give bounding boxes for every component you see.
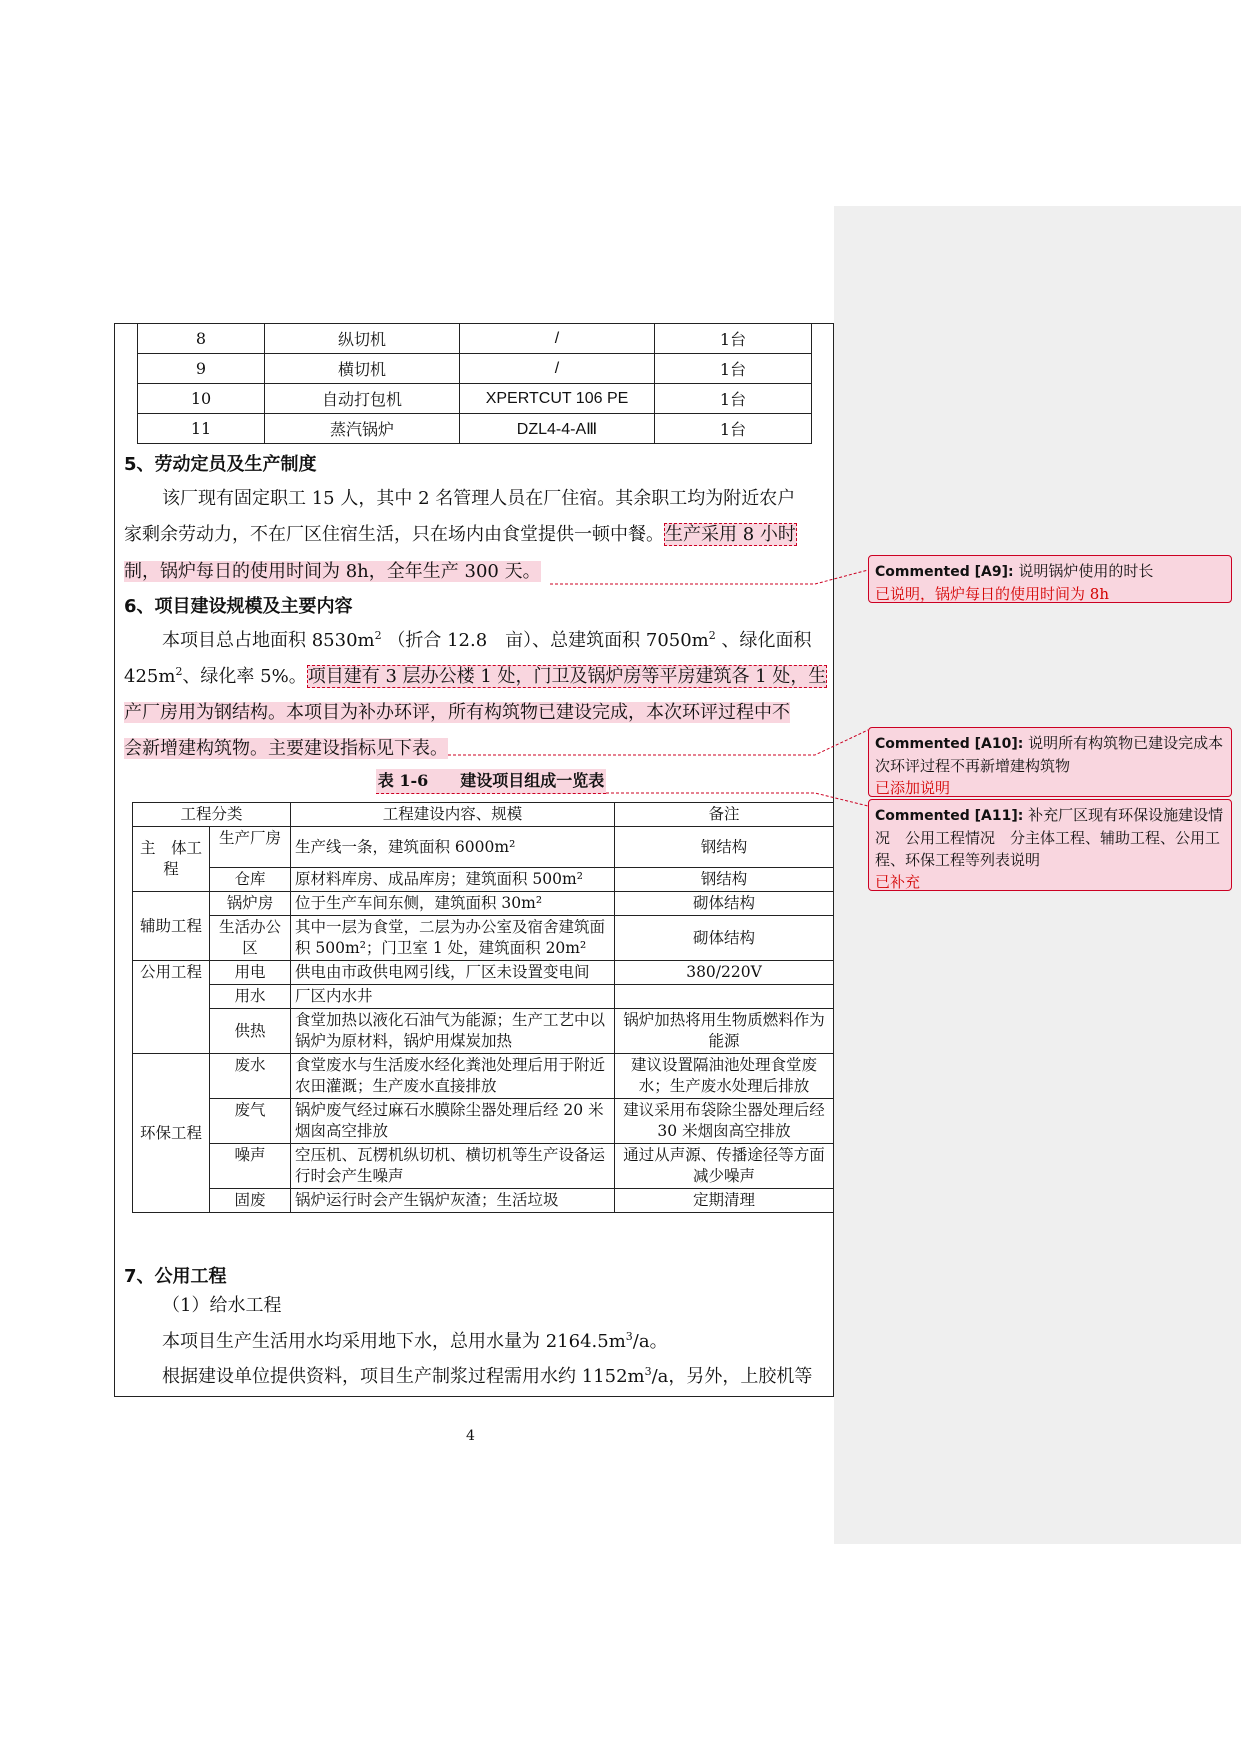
equipment-name: 横切机	[265, 354, 460, 384]
row-content: 食堂废水与生活废水经化粪池处理后用于附近农田灌溉；生产废水直接排放	[291, 1054, 615, 1099]
equipment-no: 9	[138, 354, 265, 384]
equipment-no: 8	[138, 324, 265, 354]
section7-sub1: （1）给水工程	[162, 1295, 282, 1316]
comment-a9[interactable]	[868, 555, 1232, 603]
row-note: 通过从声源、传播途径等方面减少噪声	[615, 1144, 834, 1189]
group-public: 公用工程	[133, 961, 210, 1054]
equipment-qty: 1台	[655, 414, 812, 444]
group-env: 环保工程	[133, 1054, 210, 1213]
row-content: 锅炉废气经过麻石水膜除尘器处理后经 20 米烟囱高空排放	[291, 1099, 615, 1144]
highlight-a10-end: 会新增建构筑物。主要建设指标见下表。	[124, 738, 448, 759]
row-note: 钢结构	[615, 827, 834, 868]
row-sub: 废气	[210, 1099, 291, 1144]
row-content: 食堂加热以液化石油气为能源；生产工艺中以锅炉为原材料，锅炉用煤炭加热	[291, 1009, 615, 1054]
group-aux: 辅助工程	[133, 892, 210, 961]
row-sub: 锅炉房	[210, 892, 291, 916]
table-row	[133, 916, 834, 961]
section6-line2-b: 、绿化率 5%。	[182, 666, 307, 687]
table-row	[138, 324, 812, 354]
section5-line1: 该厂现有固定职工 15 人，其中 2 名管理人员在厂住宿。其余职工均为附近农户	[162, 488, 796, 509]
section7-line2-a: 根据建设单位提供资料，项目生产制浆过程需用水约 1152m	[162, 1366, 645, 1387]
page-number: 4	[466, 1428, 475, 1444]
section7-line1-a: 本项目生产生活用水均采用地下水，总用水量为 2164.5m	[162, 1331, 626, 1352]
comment-a11[interactable]	[868, 799, 1232, 891]
equipment-model: /	[460, 354, 655, 384]
comment-tag: Commented [A11]:	[875, 808, 1024, 824]
equipment-model: /	[460, 324, 655, 354]
comment-reply: 已补充	[875, 873, 921, 891]
superscript: 2	[708, 629, 716, 642]
row-sub: 噪声	[210, 1144, 291, 1189]
section7-line2-b: /a，另外，上胶机等	[651, 1366, 813, 1387]
superscript: 2	[374, 629, 382, 642]
section6-line3	[124, 697, 790, 729]
row-note: 砌体结构	[615, 892, 834, 916]
equipment-qty: 1台	[655, 384, 812, 414]
row-sub: 用电	[210, 961, 291, 985]
superscript: 3	[625, 1330, 633, 1343]
row-note: 380/220V	[615, 961, 834, 985]
equipment-model: DZL4-4-AⅢ	[460, 414, 655, 444]
comment-text: 说明锅炉使用的时长	[1018, 562, 1154, 580]
section6-line2	[124, 661, 827, 693]
row-note: 砌体结构	[615, 916, 834, 961]
header-note: 备注	[615, 803, 834, 827]
section6-line2-a: 425m	[124, 666, 176, 687]
equipment-qty: 1台	[655, 354, 812, 384]
row-sub: 仓库	[210, 868, 291, 892]
superscript: 2	[175, 665, 183, 678]
table-row	[133, 1189, 834, 1213]
section7-line2	[162, 1361, 812, 1393]
row-note: 钢结构	[615, 868, 834, 892]
table-header-row	[133, 803, 834, 827]
table-row	[133, 1054, 834, 1099]
comment-text: 说明所有构筑物已建设完成本次环评过程不再新增建构筑物	[875, 734, 1224, 775]
table-row	[133, 892, 834, 916]
comment-reply: 已添加说明	[875, 779, 951, 797]
section7-line1-b: /a。	[632, 1331, 668, 1352]
table-row	[133, 1144, 834, 1189]
section6-line1-a: 本项目总占地面积 8530m	[162, 630, 375, 651]
row-content: 位于生产车间东侧，建筑面积 30m²	[291, 892, 615, 916]
table-row	[133, 961, 834, 985]
row-sub: 生产厂房	[210, 827, 291, 868]
equipment-no: 11	[138, 414, 265, 444]
row-sub: 生活办公区	[210, 916, 291, 961]
section7-line1	[162, 1326, 668, 1358]
equipment-name: 纵切机	[265, 324, 460, 354]
section6-line1-c: 、绿化面积	[721, 630, 812, 651]
equipment-table	[137, 323, 812, 444]
row-sub: 废水	[210, 1054, 291, 1099]
table-row	[133, 985, 834, 1009]
table-row	[138, 384, 812, 414]
highlight-a9-start: 生产采用 8 小时	[665, 524, 796, 545]
comment-tag: Commented [A10]:	[875, 736, 1024, 752]
equipment-name: 蒸汽锅炉	[265, 414, 460, 444]
section5-heading: 5、劳动定员及生产制度	[124, 454, 317, 475]
highlight-a10-mid: 产厂房用为钢结构。本项目为补办环评，所有构筑物已建设完成，本次环评过程中不	[124, 702, 790, 723]
section6-line4	[124, 733, 448, 765]
row-sub: 供热	[210, 1009, 291, 1054]
comment-text: 补充厂区现有环保设施建设情况 公用工程情况 分主体工程、辅助工程、公用工程、环保工程等列表说明	[875, 806, 1224, 869]
highlight-a10-start: 项目建有 3 层办公楼 1 处，门卫及锅炉房等平房建筑各 1 处，生	[307, 666, 827, 687]
row-content: 锅炉运行时会产生锅炉灰渣；生活垃圾	[291, 1189, 615, 1213]
table-row	[138, 414, 812, 444]
equipment-qty: 1台	[655, 324, 812, 354]
group-main: 主 体工程	[133, 827, 210, 892]
row-note: 锅炉加热将用生物质燃料作为能源	[615, 1009, 834, 1054]
section5-line2	[124, 519, 797, 551]
row-sub: 固废	[210, 1189, 291, 1213]
comment-a10[interactable]	[868, 727, 1232, 797]
section5-line3	[124, 556, 541, 588]
row-note	[615, 985, 834, 1009]
highlight-a9-end: 制，锅炉每日的使用时间为 8h，全年生产 300 天。	[124, 561, 541, 582]
header-category: 工程分类	[133, 803, 291, 827]
equipment-name: 自动打包机	[265, 384, 460, 414]
table-row	[138, 354, 812, 384]
table-row	[133, 1009, 834, 1054]
row-content: 其中一层为食堂，二层为办公室及宿舍建筑面积 500m²；门卫室 1 处，建筑面积 20m²	[291, 916, 615, 961]
section6-line1-b: （折合 12.8 亩）、总建筑面积 7050m	[387, 630, 709, 651]
table-row	[133, 1099, 834, 1144]
row-content: 生产线一条，建筑面积 6000m²	[291, 827, 615, 868]
table-row	[133, 868, 834, 892]
comment-tag: Commented [A9]:	[875, 564, 1014, 580]
section6-heading: 6、项目建设规模及主要内容	[124, 596, 353, 617]
table-caption: 表 1-6 建设项目组成一览表	[376, 769, 606, 794]
equipment-model: XPERTCUT 106 PE	[460, 384, 655, 414]
comment-reply: 已说明，锅炉每日的使用时间为 8h	[875, 585, 1109, 603]
section6-line1	[162, 625, 811, 657]
row-sub: 用水	[210, 985, 291, 1009]
row-content: 空压机、瓦楞机纵切机、横切机等生产设备运行时会产生噪声	[291, 1144, 615, 1189]
section5-line2-a: 家剩余劳动力，不在厂区住宿生活，只在场内由食堂提供一顿中餐。	[124, 524, 664, 545]
header-content: 工程建设内容、规模	[291, 803, 615, 827]
table-row	[133, 827, 834, 868]
row-note: 建议采用布袋除尘器处理后经 30 米烟囱高空排放	[615, 1099, 834, 1144]
row-content: 原材料库房、成品库房；建筑面积 500m²	[291, 868, 615, 892]
equipment-no: 10	[138, 384, 265, 414]
row-note: 建议设置隔油池处理食堂废水；生产废水处理后排放	[615, 1054, 834, 1099]
row-content: 厂区内水井	[291, 985, 615, 1009]
row-note: 定期清理	[615, 1189, 834, 1213]
section7-heading: 7、公用工程	[124, 1266, 227, 1287]
row-content: 供电由市政供电网引线，厂区未设置变电间	[291, 961, 615, 985]
build-table	[132, 802, 834, 1213]
superscript: 3	[644, 1365, 652, 1378]
